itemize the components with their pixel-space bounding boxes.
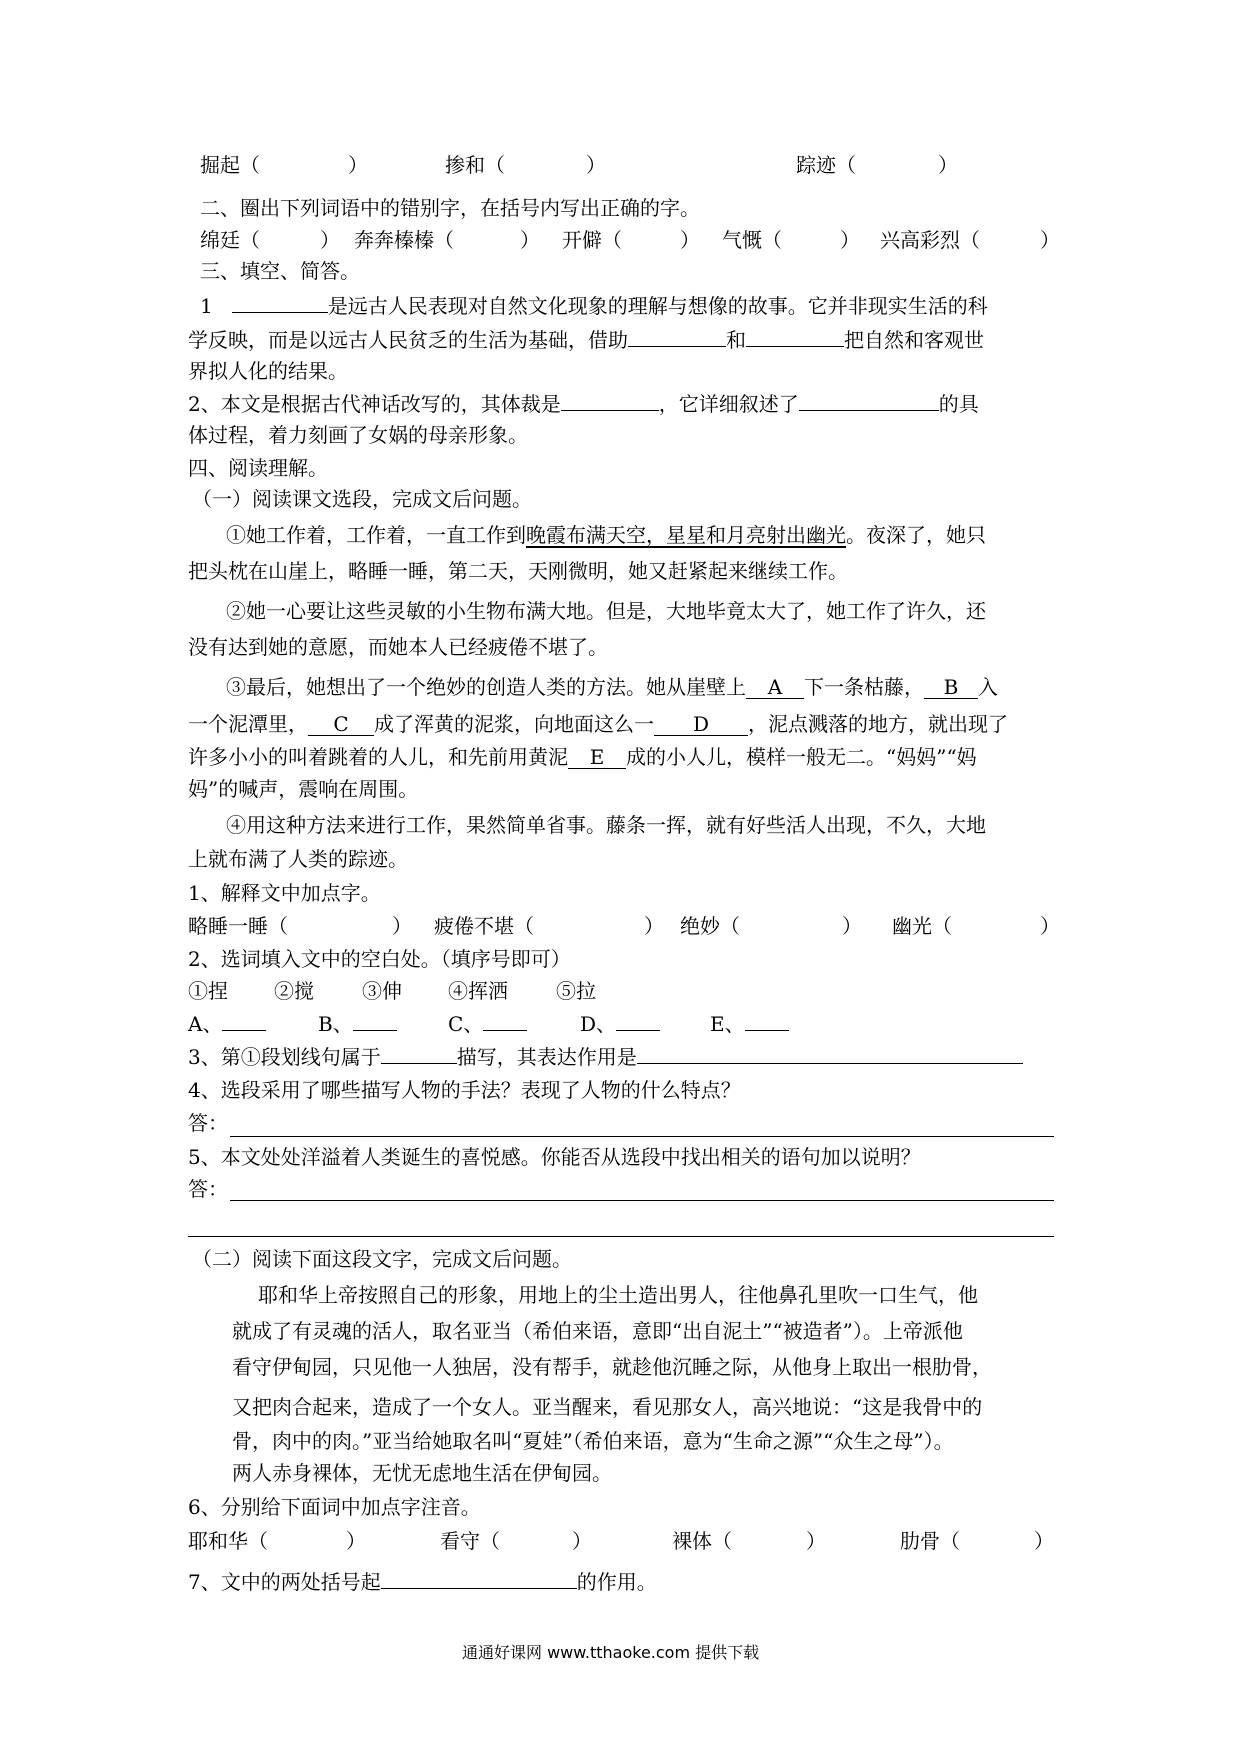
subsection-1-title: （一）阅读课文选段，完成文后问题。	[192, 487, 532, 511]
paren-close: ）	[320, 228, 340, 252]
section-2-title: 二、圈出下列词语中的错别字，在括号内写出正确的字。	[200, 196, 700, 220]
q1-item-3: 绝妙（	[680, 914, 740, 938]
subsection-2-title: （二）阅读下面这段文字，完成文后问题。	[192, 1247, 572, 1271]
blank-E[interactable]: E	[568, 746, 626, 769]
option-4: ④挥洒	[448, 979, 508, 1003]
paren-close: ）	[392, 914, 412, 938]
q6-item-3: 裸体（	[672, 1529, 732, 1553]
para-3-line4: 妈”的喊声，震响在周围。	[188, 777, 419, 801]
section-4-title: 四、阅读理解。	[188, 456, 328, 480]
q6-item-2: 看守（	[440, 1529, 500, 1553]
para-3-line1: ③最后，她想出了一个绝妙的创造人类的方法。她从崖壁上 A 下一条枯藤， B 入	[226, 675, 998, 699]
question-7: 7、文中的两处括号起 的作用。	[188, 1570, 657, 1594]
q1-item-4: 幽光（	[892, 914, 952, 938]
paren-close: ）	[938, 153, 958, 177]
option-1: ①捏	[188, 979, 228, 1003]
q3-2-line1: 2、本文是根据古代神话改写的，其体裁是 ，它详细叙述了 的具	[188, 392, 979, 416]
para-2-line1: ②她一心要让这些灵敏的小生物布满大地。但是，大地毕竟太大了，她工作了许久，还	[226, 599, 986, 623]
paren-close: ）	[346, 1529, 366, 1553]
passage-2-line2: 就成了有灵魂的活人，取名亚当（希伯来语，意即“出自泥土”“被造者”）。上帝派他	[232, 1319, 963, 1343]
passage-2-line6: 两人赤身裸体，无忧无虑地生活在伊甸园。	[232, 1461, 612, 1485]
question-3: 3、第①段划线句属于 描写，其表达作用是	[188, 1043, 1023, 1070]
para-3-line3: 许多小小的叫着跳着的人儿，和先前用黄泥 E 成的小人儿，模样一般无二。“妈妈”“妈	[188, 745, 977, 769]
para-4-line1: ④用这种方法来进行工作，果然简单省事。藤条一挥，就有好些活人出现，不久，大地	[226, 813, 986, 837]
section-3-title: 三、填空、简答。	[200, 259, 360, 283]
passage-2-line4: 又把肉合起来，造成了一个女人。亚当醒来，看见那女人，高兴地说：“这是我骨中的	[232, 1395, 983, 1419]
question-1: 1、解释文中加点字。	[188, 881, 381, 905]
option-3: ③伸	[362, 979, 402, 1003]
passage-2-line1: 耶和华上帝按照自己的形象，用地上的尘土造出男人，往他鼻孔里吹一口生气，他	[258, 1283, 978, 1307]
question-5: 5、本文处处洋溢着人类诞生的喜悦感。你能否从选段中找出相关的语句加以说明？	[188, 1145, 921, 1169]
para-1-line2: 把头枕在山崖上，略睡一睡，第二天，天刚微明，她又赶紧起来继续工作。	[188, 559, 848, 583]
paren-close: ）	[586, 153, 606, 177]
q6-item-4: 肋骨（	[900, 1529, 960, 1553]
paren-close: ）	[1040, 228, 1060, 252]
answer-C: C、	[448, 1010, 527, 1037]
paren-close: ）	[840, 228, 860, 252]
q1-item-2: 疲倦不堪（	[434, 914, 534, 938]
paren-close: ）	[842, 914, 862, 938]
answer-D: D、	[580, 1010, 660, 1037]
question-4: 4、选段采用了哪些描写人物的手法？表现了人物的什么特点？	[188, 1078, 741, 1102]
para-2-line2: 没有达到她的意愿，而她本人已经疲倦不堪了。	[188, 635, 608, 659]
q1-item-1: 略睡一睡（	[188, 914, 288, 938]
paren-close: ）	[1040, 914, 1060, 938]
typo-item-5: 兴高彩烈（	[880, 228, 980, 252]
passage-2-line3: 看守伊甸园，只见他一人独居，没有帮手，就趁他沉睡之际，从他身上取出一根肋骨，	[232, 1355, 992, 1379]
word-zongji: 踪迹（	[796, 153, 856, 177]
answer-A: A、	[188, 1010, 266, 1037]
paren-close: ）	[572, 1529, 592, 1553]
blank-C[interactable]: C	[308, 713, 374, 736]
answer-B: B、	[318, 1010, 397, 1037]
q6-item-1: 耶和华（	[188, 1529, 268, 1553]
answer-label-5: 答：	[188, 1177, 228, 1201]
para-3-line2: 一个泥潭里， C 成了浑黄的泥浆，向地面这么一 D ，泥点溅落的地方，就出现了	[188, 712, 1008, 736]
typo-item-4: 气慨（	[722, 228, 782, 252]
passage-2-line5: 骨，肉中的肉。”亚当给她取名叫“夏娃”（希伯来语，意为“生命之源”“众生之母”）。	[232, 1429, 954, 1453]
question-2: 2、选词填入文中的空白处。（填序号即可）	[188, 947, 571, 971]
paren-close: ）	[806, 1529, 826, 1553]
typo-item-3: 开僻（	[562, 228, 622, 252]
blank-A[interactable]: A	[746, 676, 804, 699]
answer-line-4[interactable]	[230, 1136, 1054, 1137]
q3-1-line2: 学反映，而是以远古人民贫乏的生活为基础，借助 和 把自然和客观世	[188, 328, 984, 352]
paren-close: ）	[680, 228, 700, 252]
answer-line-5[interactable]	[230, 1200, 1054, 1201]
para-1-line1: ①她工作着，工作着，一直工作到晚霞布满天空，星星和月亮射出幽光。夜深了，她只	[226, 523, 986, 547]
option-2: ②搅	[274, 979, 314, 1003]
paren-close: ）	[644, 914, 664, 938]
answer-line-5b[interactable]	[188, 1236, 1054, 1237]
blank-B[interactable]: B	[924, 676, 978, 699]
word-chanhe: 掺和（	[445, 153, 505, 177]
paren-close: ）	[1034, 1529, 1054, 1553]
footer-credit: 通通好课网 www.tthaoke.com 提供下载	[462, 1643, 760, 1662]
option-5: ⑤拉	[556, 979, 596, 1003]
q3-1-line3: 界拟人化的结果。	[188, 359, 348, 383]
typo-item-1: 绵廷（	[200, 228, 260, 252]
paren-close: ）	[520, 228, 540, 252]
q3-2-line2: 体过程，着力刻画了女娲的母亲形象。	[188, 423, 528, 447]
paren-close: ）	[348, 153, 368, 177]
typo-item-2: 奔奔榛榛（	[354, 228, 454, 252]
question-6: 6、分别给下面词中加点字注音。	[188, 1495, 481, 1519]
word-jueqi: 掘起（	[200, 153, 260, 177]
blank-D[interactable]: D	[654, 713, 748, 736]
para-4-line2: 上就布满了人类的踪迹。	[188, 847, 408, 871]
answer-label-4: 答：	[188, 1111, 228, 1135]
q3-1-line1: 1 是远古人民表现对自然文化现象的理解与想像的故事。它并非现实生活的科	[200, 294, 988, 318]
answer-E: E、	[710, 1010, 789, 1037]
